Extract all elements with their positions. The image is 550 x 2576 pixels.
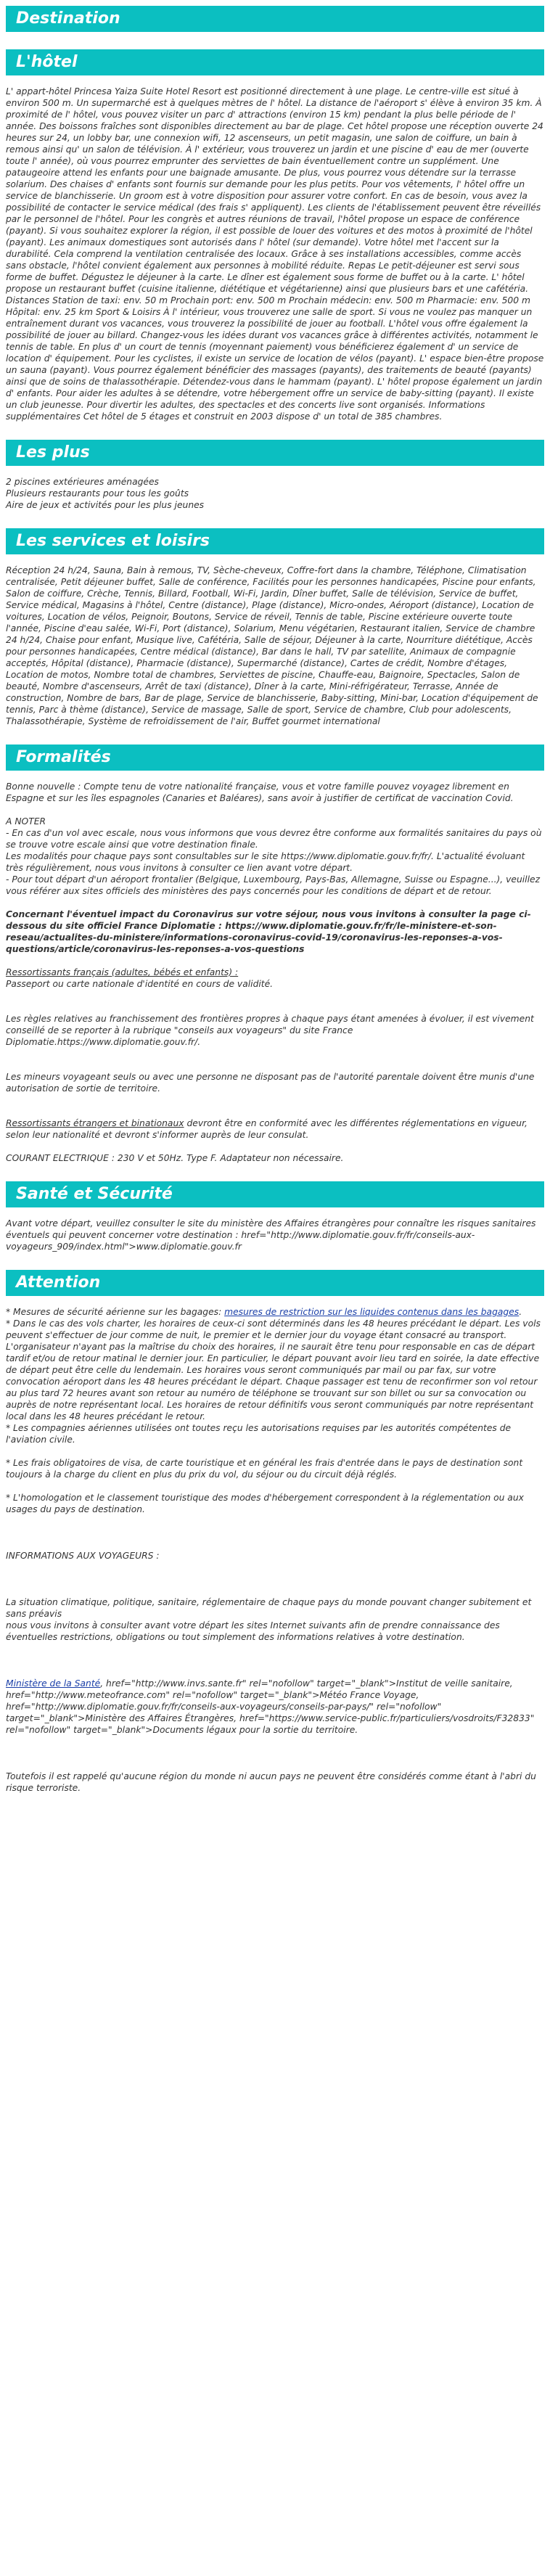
section-title-destination: Destination xyxy=(6,6,544,32)
terrorism-text: Toutefois il est rappelé qu'aucune région du monde ni aucun pays ne peuvent être considérés comme étant à l'abri du risque terroriste. xyxy=(6,1771,536,1793)
hotel-description: L' appart-hôtel Princesa Yaiza Suite Hotel Resort est positionné directement à une plage. Le centre-ville est situé à environ 500 m. Un supermarché est à quelques mètres de l' hôtel. La distance de l'aéroport s' élève à environ 35 km. À proximité de l' hôtel, vous pouvez visiter un parc d' attractions (environ 15 km) pendant la plus belle période de l' année. Des boissons fraîches sont disponibles directement au bar de plage. Cet hôtel propose une réception ouverte 24 heures sur 24, un lobby bar, une connexion wifi, 12 ascenseurs, un petit magasin, une salon de coiffure, un bain à remous ainsi qu' un salon de télévision. À l' extérieur, vous trouverez un jardin et une piscine d' eau de mer (ouverte toute l' année), où vous pourrez emprunter des serviettes de bain éventuellement contre un supplément. Une pataugeoire attend les enfants pour une baignade amusante. De plus, vous pourrez vous détendre sur la terrasse solarium. Des chaises d' enfants sont fournis sur demande pour les plus petits. Pour vos vêtements, l' hôtel offre un service de blanchisserie. Un groom est à votre disposition pour assurer votre confort. En cas de besoin, vous avez la possibilité de contacter le service médical (des frais s' appliquent). Les clients de l'établissement peuvent être réveillés par le personnel de l'hôtel. Pour les congrès et autres réunions de travail, l'hôtel propose un espace de conférence (payant). Si vous souhaitez explorer la région, il est possible de louer des voitures et des motos à proximité de l'hôtel (payant). Les animaux domestiques sont autorisés dans l' hôtel (sur demande). Votre hôtel met l'accent sur la durabilité. Cela comprend la ventilation centralisée des locaux. Grâce à ses installations accessibles, comme accès sans obstacle, l'hôtel convient également aux personnes à mobilité réduite. Repas Le petit-déjeuner est servi sous forme de buffet. Dégustez le déjeuner à la carte. Le dîner est également sous forme de buffet ou à la carte. L' hôtel propose un restaurant buffet (cuisine italienne, diététique et végétarienne) ainsi que plusieurs bars et une cafétéria. Distances Station de taxi: env. 50 m Prochain port: env. 500 m Prochain médecin: env. 500 m Pharmacie: env. 500 m Hôpital: env. 25 km Sport & Loisirs À l' intérieur, vous trouverez une salle de sport. Si vous ne voulez pas manquer un entraînement durant vos vacances, vous trouverez la possibilité de jouer au football. L'hôtel vous offre également la possibilité de jouer au billard. Changez-vous les idées durant vos vacances grâce à différentes activités, notamment le tennis de table. En plus d' un court de tennis (moyennant paiement) vous bénéficierez également d' un service de location d' équipement. Pour les cyclistes, il existe un service de location de vélos (payant). L' espace bien-être propose un sauna (payant). Vous pourrez également bénéficier des massages (payants), des traitements de beauté (payants) ainsi que de soins de thalassothérapie. Détendez-vous dans le hammam (payant). L' hôtel propose également un jardin d' enfants. Pour aider les adultes à se détendre, votre hébergement offre un service de baby-sitting (payant). Il existe un club jeunesse. Pour divertir les adultes, des spectacles et des concerts live sont organisés. Informations supplémentaires Cet hôtel de 5 étages et construit en 2003 dispose d' un total de 385 chambres. xyxy=(6,86,544,422)
section-title-attention: Attention xyxy=(6,1270,544,1296)
list-item: 2 piscines extérieures aménagées xyxy=(6,477,159,487)
page-content xyxy=(0,6,550,1808)
formalites-content xyxy=(6,781,544,1164)
plus-list xyxy=(6,476,544,511)
bagage-paragraph xyxy=(6,1306,544,1318)
airlines-text: * Les compagnies aériennes utilisées ont toutes reçu les autorisations requises par les autorités compétentes de l'aviation civile. xyxy=(6,1423,512,1445)
note-line: - Pour tout départ d'un aéroport frontalier (Belgique, Luxembourg, Pays-Bas, Allemagne, Suisse ou Espagne...), veuillez vous référer aux sites officiels des ministères des pays concernés pour les conditions de départ et de retour. xyxy=(6,874,541,896)
liquid-restriction-link[interactable]: mesures de restriction sur les liquides contenus dans les bagages xyxy=(224,1307,520,1317)
frontier-rules-text: Les règles relatives au franchissement des frontières propres à chaque pays étant amenées à évoluer, il est vivement conseillé de se reporter à la rubrique "conseils aux voyageurs" du site France Diplomatie.https://www.diplomatie.gouv.fr/. xyxy=(6,1014,534,1047)
health-ministry-link[interactable]: Ministère de la Santé xyxy=(6,1678,101,1689)
section-title-plus: Les plus xyxy=(6,440,544,466)
foreign-nationals-text: devront être en conformité avec les différentes réglementations en vigueur, selon leur nationalité et devront s'informer auprès de leur consulat. xyxy=(6,1118,528,1140)
sites-text: , href="http://www.invs.sante.fr" rel="nofollow" target="_blank">Institut de veille sanitaire, href="http://www.meteofrance.com" rel="nofollow" target="_blank">Météo France Voyage, href="http://www.diplomatie.gouv.fr/fr/conseils-aux-voyageurs/conseils-par-pays/" rel="nofollow" target="_blank">Ministère des Affaires Étrangères, href="https://www.service-public.fr/particuliers/vosdroits/F32833" rel="nofollow" target="_blank">Documents légaux pour la sortie du territoire. xyxy=(6,1678,535,1735)
french-nationals-text: Passeport ou carte nationale d'identité en cours de validité. xyxy=(6,979,274,989)
french-nationals-heading: Ressortissants français (adultes, bébés et enfants) : xyxy=(6,967,239,977)
services-list: Réception 24 h/24, Sauna, Bain à remous, TV, Sèche-cheveux, Coffre-fort dans la chambre, Téléphone, Climatisation centralisée, Petit déjeuner buffet, Salle de conférence, Facilités pour les personnes handicapées, Piscine pour enfants, Salon de coiffure, Crèche, Tennis, Billard, Football, Wi-Fi, Jardin, Dîner buffet, Salle de télévision, Service de buffet, Service médical, Magasins à l'hôtel, Centre (distance), Plage (distance), Micro-ondes, Aéroport (distance), Location de voitures, Location de vélos, Peignoir, Boutons, Service de réveil, Tennis de table, Piscine extérieure ouverte toute l'année, Piscine d'eau salée, Wi-Fi, Port (distance), Solarium, Menu végétarien, Restaurant italien, Service de chambre 24 h/24, Chaise pour enfant, Musique live, Cafétéria, Salle de séjour, Déjeuner à la carte, Nourriture diététique, Accès pour personnes handicapées, Centre médical (distance), Bar dans le hall, TV par satellite, Animaux de compagnie acceptés, Hôpital (distance), Pharmacie (distance), Supermarché (distance), Cartes de crédit, Nombre d'étages, Location de motos, Nombre total de chambres, Serviettes de piscine, Chauffe-eau, Baignoire, Spectacles, Salon de beauté, Nombre d'ascenseurs, Arrêt de taxi (distance), Dîner à la carte, Mini-réfrigérateur, Terrasse, Année de construction, Nombre de bars, Bar de plage, Service de blanchisserie, Baby-sitting, Mini-bar, Location d'équipement de tennis, Parc à thème (distance), Service de massage, Salle de sport, Service de chambre, Club pour adolescents, Thalassothérapie, Système de refroidissement de l'air, Buffet gourmet international xyxy=(6,565,538,726)
fees-text: * Les frais obligatoires de visa, de carte touristique et en général les frais d'entrée dans le pays de destination sont toujours à la charge du client en plus du prix du vol, du séjour ou du circuit déjà réglés. xyxy=(6,1458,523,1480)
covid-notice: Concernant l'éventuel impact du Coronavirus sur votre séjour, nous vous invitons à consulter la page ci-dessous du site officiel France Diplomatie : https://www.diplomatie.gouv.fr/fr/le-ministere-et-son-reseau/actualites-du-ministere/informations-coronavirus-covid-19/coronavirus-les-reponses-a-vos-questions/article/coronavirus-les-reponses-a-vos-questions xyxy=(6,909,531,954)
section-title-services: Les services et loisirs xyxy=(6,528,544,554)
section-title-formalites: Formalités xyxy=(6,745,544,771)
classification-text: * L'homologation et le classement touristique des modes d'hébergement correspondent à la réglementation ou aux usages du pays de destination. xyxy=(6,1493,524,1514)
note-line: Les modalités pour chaque pays sont consultables sur le site https://www.diplomatie.gouv.fr/fr/. L'actualité évoluant très régulièrement, nous vous invitons à consulter ce lien avant votre départ. xyxy=(6,851,525,873)
section-title-hotel: L'hôtel xyxy=(6,49,544,75)
note-line: - En cas d'un vol avec escale, nous vous informons que vous devrez être conforme aux formalités sanitaires du pays où se trouve votre escale ainsi que votre destination finale. xyxy=(6,828,542,850)
electric-current-text: COURANT ELECTRIQUE : 230 V et 50Hz. Type F. Adaptateur non nécessaire. xyxy=(6,1153,344,1163)
foreign-nationals-heading: Ressortissants étrangers et binationaux xyxy=(6,1118,184,1128)
section-title-sante: Santé et Sécurité xyxy=(6,1181,544,1207)
situation-text: La situation climatique, politique, sanitaire, réglementaire de chaque pays du monde pouvant changer subitement et sans préavis nous vous invitons à consulter avant votre départ les sites Internet suivants afin de prendre connaissance des éventuelles restrictions, obligations ou tout simplement des informations relatives à votre destination. xyxy=(6,1597,532,1642)
list-item: Aire de jeux et activités pour les plus jeunes xyxy=(6,500,205,510)
traveler-info-heading: INFORMATIONS AUX VOYAGEURS : xyxy=(6,1551,160,1561)
minors-text: Les mineurs voyageant seuls ou avec une personne ne disposant pas de l'autorité parentale doivent être munis d'une autorisation de sortie de territoire. xyxy=(6,1072,535,1094)
formalites-intro: Bonne nouvelle : Compte tenu de votre nationalité française, vous et votre famille pouvez voyagez librement en Espagne et sur les îles espagnoles (Canaries et Baléares), sans avoir à justifier de certificat de vaccination Covid. xyxy=(6,782,514,803)
bagage-suffix: . xyxy=(519,1307,522,1317)
sites-paragraph xyxy=(6,1678,544,1736)
list-item: Plusieurs restaurants pour tous les goûts xyxy=(6,488,189,499)
charter-hours-text: * Dans le cas des vols charter, les horaires de ceux-ci sont déterminés dans les 48 heures précédant le départ. Les vols peuvent s'effectuer de jour comme de nuit, le premier et le dernier jour du voyage étant consacré au transport. L'organisateur n'ayant pas la maîtrise du choix des horaires, il ne saurait être tenu pour responsable en cas de départ tardif et/ou de retour matinal le dernier jour. En particulier, le départ pouvant avoir lieu tard en soirée, la date effective de départ peut être celle du lendemain. Les horaires vous seront communiqués par mail ou par fax, sur votre convocation aéroport dans les 48 heures précédant le départ. Chaque passager est tenu de reconfirmer son vol retour au plus tard 72 heures avant son retour au numéro de téléphone se trouvant sur son billet ou sur sa convocation ou auprès de notre représentant local. Les horaires de retour définitifs vous seront communiqués par notre représentant local dans les 48 heures précédant le retour. xyxy=(6,1318,541,1422)
foreign-nationals-paragraph xyxy=(6,1117,544,1141)
sante-text: Avant votre départ, veuillez consulter le site du ministère des Affaires étrangères pour connaître les risques sanitaires éventuels qui peuvent concerner votre destination : href="http://www.diplomatie.gouv.fr/fr/conseils-aux-voyageurs_909/index.html">www.diplomatie.gouv.fr xyxy=(6,1218,536,1252)
note-title: A NOTER xyxy=(6,816,46,826)
bagage-prefix: * Mesures de sécurité aérienne sur les bagages: xyxy=(6,1307,225,1317)
attention-content xyxy=(6,1306,544,1794)
